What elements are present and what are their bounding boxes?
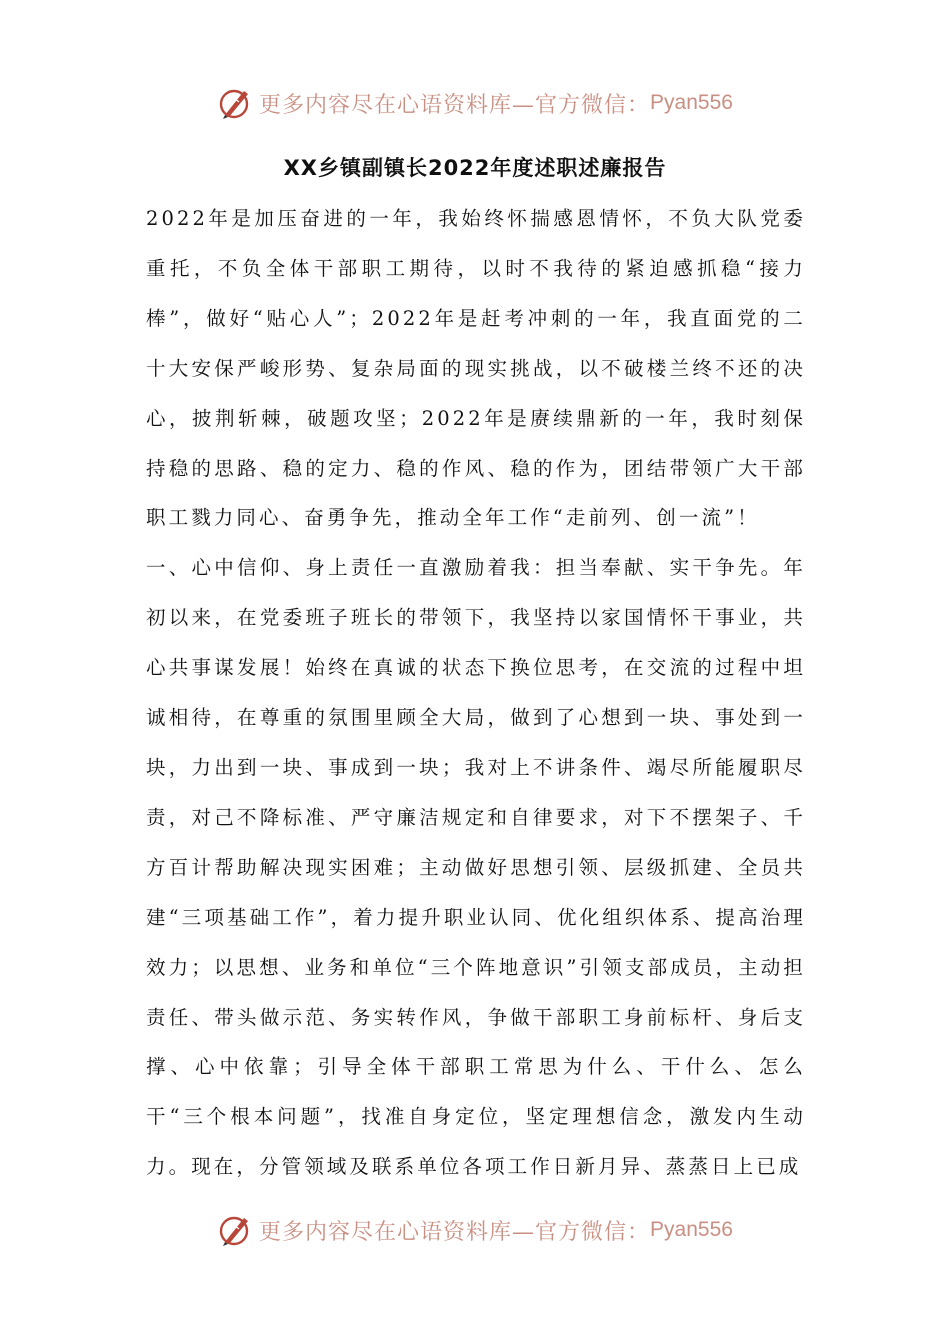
watermark-wechat-id: Pyan556 bbox=[650, 1218, 733, 1241]
paragraph-section-1: 一、心中信仰、身上责任一直激励着我：担当奉献、实干争先。年初以来，在党委班子班长的带领下，我坚持以家国情怀干事业，共心共事谋发展！始终在真诚的状态下换位思考，在交流的过程中坦诚相待，在尊重的氛围里顾全大局，做到了心想到一块、事处到一块，力出到一块、事成到一块；我对上不讲条件、竭尽所能履职尽责，对己不降标准、严守廉洁规定和自律要求，对下不摆架子、千方百计帮助解决现实困难；主动做好思想引领、层级抓建、全员共建“三项基础工作”，着力提升职业认同、优化组织体系、提高治理效力；以思想、业务和单位“三个阵地意识”引领支部成员，主动担责任、带头做示范、务实转作风，争做干部职工身前标杆、身后支撑、心中依靠；引导全体干部职工常思为什么、干什么、怎么干“三个根本问题”，找准自身定位，坚定理想信念，激发内生动力。现在，分管领域及联系单位各项工作日新月异、蒸蒸日上已成 bbox=[146, 556, 806, 1179]
watermark-text: 更多内容尽在心语资料库—官方微信： bbox=[259, 1219, 651, 1245]
document-title: XX乡镇副镇长2022年度述职述廉报告 bbox=[283, 156, 667, 180]
watermark-text: 更多内容尽在心语资料库—官方微信： bbox=[259, 92, 651, 118]
pen-logo-icon bbox=[217, 1212, 253, 1248]
paragraph-intro: 2022年是加压奋进的一年，我始终怀揣感恩情怀，不负大队党委重托，不负全体干部职工期待，以时不我待的紧迫感抓稳“接力棒”，做好“贴心人”；2022年是赶考冲刺的一年，我直面党的二十大安保严峻形势、复杂局面的现实挑战，以不破楼兰终不还的决心，披荆斩棘，破题攻坚；2022年是赓续鼎新的一年，我时刻保持稳的思路、稳的定力、稳的作风、稳的作为，团结带领广大干部职工戮力同心、奋勇争先，推动全年工作“走前列、创一流”！ bbox=[146, 207, 806, 530]
watermark-wechat-id: Pyan556 bbox=[650, 91, 733, 114]
header-watermark bbox=[0, 80, 950, 126]
pen-logo-icon bbox=[217, 85, 253, 121]
document-body bbox=[146, 194, 806, 1192]
footer-watermark bbox=[0, 1207, 950, 1253]
